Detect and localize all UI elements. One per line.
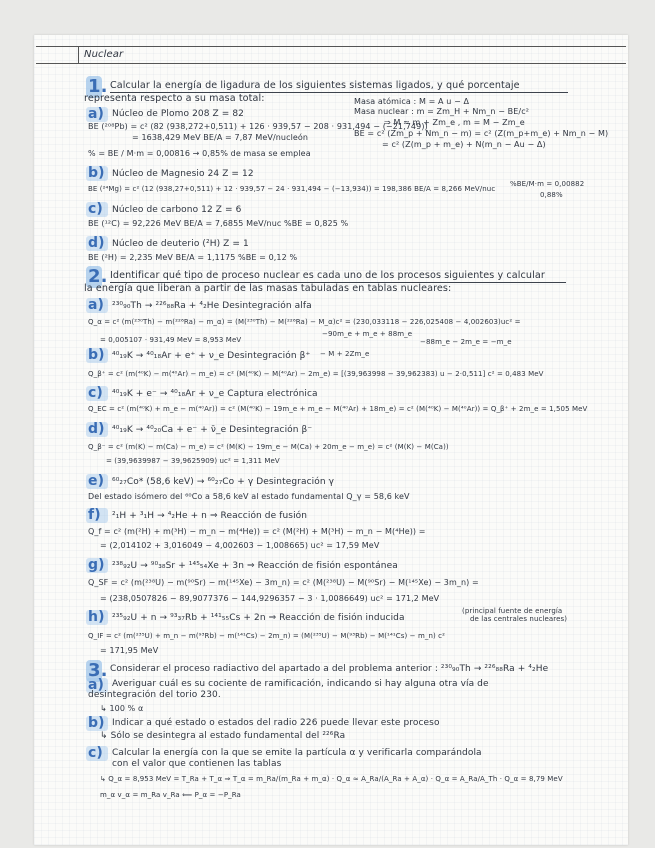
q1b-pct2: 0,88% bbox=[540, 191, 563, 199]
q1b-line1: BE (²⁴Mg) = c² (12 (938,27+0,511) + 12 · 939,57 − 24 · 931,494 − (−13,934)) = 198,386 BE/A = 8,266 MeV/nuc bbox=[88, 185, 496, 193]
q2f-line1: Q_f = c² (m(²H) + m(³H) − m_n − m(⁴He)) = c² (M(²H) + M(³H) − m_n − M(⁴He)) = bbox=[88, 527, 426, 536]
q2-number: 2. bbox=[88, 266, 108, 287]
q1a-letter: a) bbox=[88, 106, 105, 122]
q1-side-4: BE = c² (Zm_p + Nm_n − m) = c² (Z(m_p+m_e) + Nm_n − M) bbox=[354, 129, 609, 138]
q2h-letter: h) bbox=[88, 609, 105, 625]
q2a-eq: ²³⁰₉₀Th → ²²⁶₈₈Ra + ⁴₂He Desintegración alfa bbox=[112, 301, 312, 311]
q2f-line2: = (2,014102 + 3,016049 − 4,002603 − 1,008665) uc² = 17,59 MeV bbox=[100, 541, 380, 550]
q2h-eq: ²³⁵₉₂U + n → ⁹³₃₇Rb + ¹⁴¹₅₅Cs + 2n ⇒ Reacción de fisión inducida bbox=[112, 613, 405, 623]
q2b-eq: ⁴⁰₁₉K → ⁴⁰₁₈Ar + e⁺ + ν_e Desintegración β⁺ bbox=[112, 351, 311, 361]
q3b-line2: ↳ Sólo se desintegra al estado fundamental del ²²⁶Ra bbox=[100, 731, 346, 741]
q2-text-line1: Identificar qué tipo de proceso nuclear es cada uno de los procesos siguientes y calcular bbox=[110, 270, 545, 281]
q1d-title: Núcleo de deuterio (²H) Z = 1 bbox=[112, 239, 249, 249]
q3a-line3: ↳ 100 % α bbox=[100, 704, 144, 713]
q2b-line1: Q_β⁺ = c² (m(⁴⁰K) − m(⁴⁰Ar) − m_e) = c² (M(⁴⁰K) − M(⁴⁰Ar) − 2m_e) = [(39,963998 − 39,962383) u − 2·0,511] c² = 0,483 MeV bbox=[88, 370, 544, 378]
q2d-line2: = (39,9639987 − 39,9625909) uc² = 1,311 MeV bbox=[106, 457, 280, 465]
q3c-line2: con el valor que contienen las tablas bbox=[112, 759, 282, 769]
q1b-pct: %BE/M·m = 0,00882 bbox=[510, 180, 585, 188]
q2a-line2: = 0,005107 · 931,49 MeV = 8,953 MeV bbox=[100, 336, 242, 344]
q2g-letter: g) bbox=[88, 557, 105, 573]
q1-side-2: Masa nuclear : m = Zm_H + Nm_n − BE/c² bbox=[354, 107, 530, 116]
q1-text-line2: representa respecto a su masa total: bbox=[84, 93, 265, 104]
q3a-line2: desintegración del torio 230. bbox=[88, 690, 221, 700]
q2c-letter: c) bbox=[88, 385, 103, 401]
q1-side-3: ⇒ M ≈ m + Zm_e , m = M − Zm_e bbox=[384, 118, 525, 127]
q2h-line1: Q_IF = c² (m(²³⁵U) + m_n − m(⁹³Rb) − m(¹⁴¹Cs) − 2m_n) = (M(²³⁵U) − M(⁹³Rb) − M(¹⁴¹Cs) − m_n) c² bbox=[88, 632, 446, 640]
q1c-line1: BE (¹²C) = 92,226 MeV BE/A = 7,6855 MeV/nuc %BE = 0,825 % bbox=[88, 219, 349, 228]
q3-number: 3. bbox=[88, 660, 108, 681]
q1b-title: Núcleo de Magnesio 24 Z = 12 bbox=[112, 169, 254, 179]
q1c-letter: c) bbox=[88, 201, 103, 217]
q1a-line2: = 1638,429 MeV BE/A = 7,87 MeV/nucleón bbox=[132, 133, 309, 142]
q2a-note1: −90m_e + m_e + 88m_e bbox=[322, 330, 413, 338]
q2c-eq: ⁴⁰₁₉K + e⁻ → ⁴⁰₁₈Ar + ν_e Captura electrónica bbox=[112, 389, 318, 399]
q2a-note2: −88m_e − 2m_e = −m_e bbox=[420, 338, 512, 346]
q2g-line1: Q_SF = c² (m(²³⁸U) − m(⁹⁰Sr) − m(¹⁴⁵Xe) − 3m_n) = c² (M(²³⁸U) − M(⁹⁰Sr) − M(¹⁴⁵Xe) − 3m_n) = bbox=[88, 578, 479, 587]
q2e-eq: ⁶⁰₂₇Co* (58,6 keV) → ⁶⁰₂₇Co + γ Desintegración γ bbox=[112, 477, 335, 487]
q2d-eq: ⁴⁰₁₉K → ⁴⁰₂₀Ca + e⁻ + ν̄_e Desintegración β⁻ bbox=[112, 425, 313, 435]
q1-side-1: Masa atómica : M = A u − Δ bbox=[354, 97, 470, 106]
header-bar bbox=[36, 46, 626, 64]
q2b-letter: b) bbox=[88, 347, 105, 363]
q3a-line1: Averiguar cuál es su cociente de ramificación, indicando si hay alguna otra vía de bbox=[112, 679, 489, 689]
q2e-line1: Del estado isómero del ⁶⁰Co a 58,6 keV al estado fundamental Q_γ = 58,6 keV bbox=[88, 492, 410, 501]
q2h-side1: (principal fuente de energía bbox=[462, 607, 563, 615]
q1d-line1: BE (²H) = 2,235 MeV BE/A = 1,1175 %BE = 0,12 % bbox=[88, 253, 298, 262]
q3c-letter: c) bbox=[88, 745, 103, 761]
q2c-line1: Q_EC = c² (m(⁴⁰K) + m_e − m(⁴⁰Ar)) = c² (M(⁴⁰K) − 19m_e + m_e − M(⁴⁰Ar) + 18m_e) = c² (M(⁴⁰K) − M(⁴⁰Ar)) = Q_β⁺ + 2m_e = 1,505 MeV bbox=[88, 405, 588, 413]
q1a-line3: % = BE / M·m = 0,00816 → 0,85% de masa se emplea bbox=[88, 149, 311, 158]
q3c-line4: m_α v_α = m_Ra v_Ra ⟸ P_α = −P_Ra bbox=[100, 791, 241, 799]
q3b-line1: Indicar a qué estado o estados del radio 226 puede llevar este proceso bbox=[112, 718, 440, 728]
q2g-line2: = (238,0507826 − 89,9077376 − 144,9296357 − 3 · 1,0086649) uc² = 171,2 MeV bbox=[100, 594, 440, 603]
q1d-letter: d) bbox=[88, 235, 105, 251]
q2f-eq: ²₁H + ³₁H → ⁴₂He + n ⇒ Reacción de fusión bbox=[112, 511, 308, 521]
q1a-title: Núcleo de Plomo 208 Z = 82 bbox=[112, 109, 244, 119]
q2h-side2: de las centrales nucleares) bbox=[470, 615, 568, 623]
q2d-line1: Q_β⁻ = c² (m(K) − m(Ca) − m_e) = c² (M(K) − 19m_e − M(Ca) + 20m_e − m_e) = c² (M(K) − M(Ca)) bbox=[88, 443, 449, 451]
q2a-letter: a) bbox=[88, 297, 105, 313]
q2f-letter: f) bbox=[88, 507, 101, 523]
q3b-letter: b) bbox=[88, 715, 105, 731]
q1-side-5: = c² (Z(m_p + m_e) + N(m_n − Au − Δ) bbox=[382, 140, 546, 149]
header-title: Nuclear bbox=[84, 49, 124, 60]
q1b-letter: b) bbox=[88, 165, 105, 181]
q1c-title: Núcleo de carbono 12 Z = 6 bbox=[112, 205, 242, 215]
q3c-line3: ↳ Q_α = 8,953 MeV = T_Ra + T_α ⇒ T_α = m_Ra/(m_Ra + m_α) · Q_α ≈ A_Ra/(A_Ra + A_α) · Q_α = A_Ra/A_Th · Q_α = 8,79 MeV bbox=[100, 775, 563, 783]
q2g-eq: ²³⁸₉₂U → ⁹⁰₃₈Sr + ¹⁴⁵₅₄Xe + 3n ⇒ Reacción de fisión espontánea bbox=[112, 561, 398, 571]
q1-number: 1. bbox=[88, 76, 108, 97]
q2h-line2: = 171,95 MeV bbox=[100, 646, 159, 655]
q3c-line1: Calcular la energía con la que se emite la partícula α y verificarla comparándola bbox=[112, 748, 482, 758]
q3a-letter: a) bbox=[88, 677, 105, 693]
q2-text-line2: la energía que liberan a partir de las masas tabuladas en tablas nucleares: bbox=[84, 283, 452, 294]
q1a-line1: BE (²⁰⁸Pb) = c² (82 (938,272+0,511) + 126 · 939,57 − 208 · 931,494 − (−21,749)) bbox=[88, 122, 428, 131]
q2d-letter: d) bbox=[88, 421, 105, 437]
q2b-note: − M + 2Zm_e bbox=[320, 350, 370, 358]
q2e-letter: e) bbox=[88, 473, 105, 489]
q1-text-line1: Calcular la energía de ligadura de los siguientes sistemas ligados, y qué porcentaje bbox=[110, 80, 520, 91]
q2a-line1: Q_α = c² (m(²³⁰Th) − m(²²⁶Ra) − m_α) = (M(²³⁰Th) − M(²²⁶Ra) − M_α)c² = (230,033118 − 226,025408 − 4,002603)uc² = bbox=[88, 318, 521, 326]
q3-text-line1: Considerar el proceso radiactivo del apartado a del problema anterior : ²³⁰₉₀Th → ²²⁶₈₈Ra + ⁴₂He bbox=[110, 664, 549, 674]
